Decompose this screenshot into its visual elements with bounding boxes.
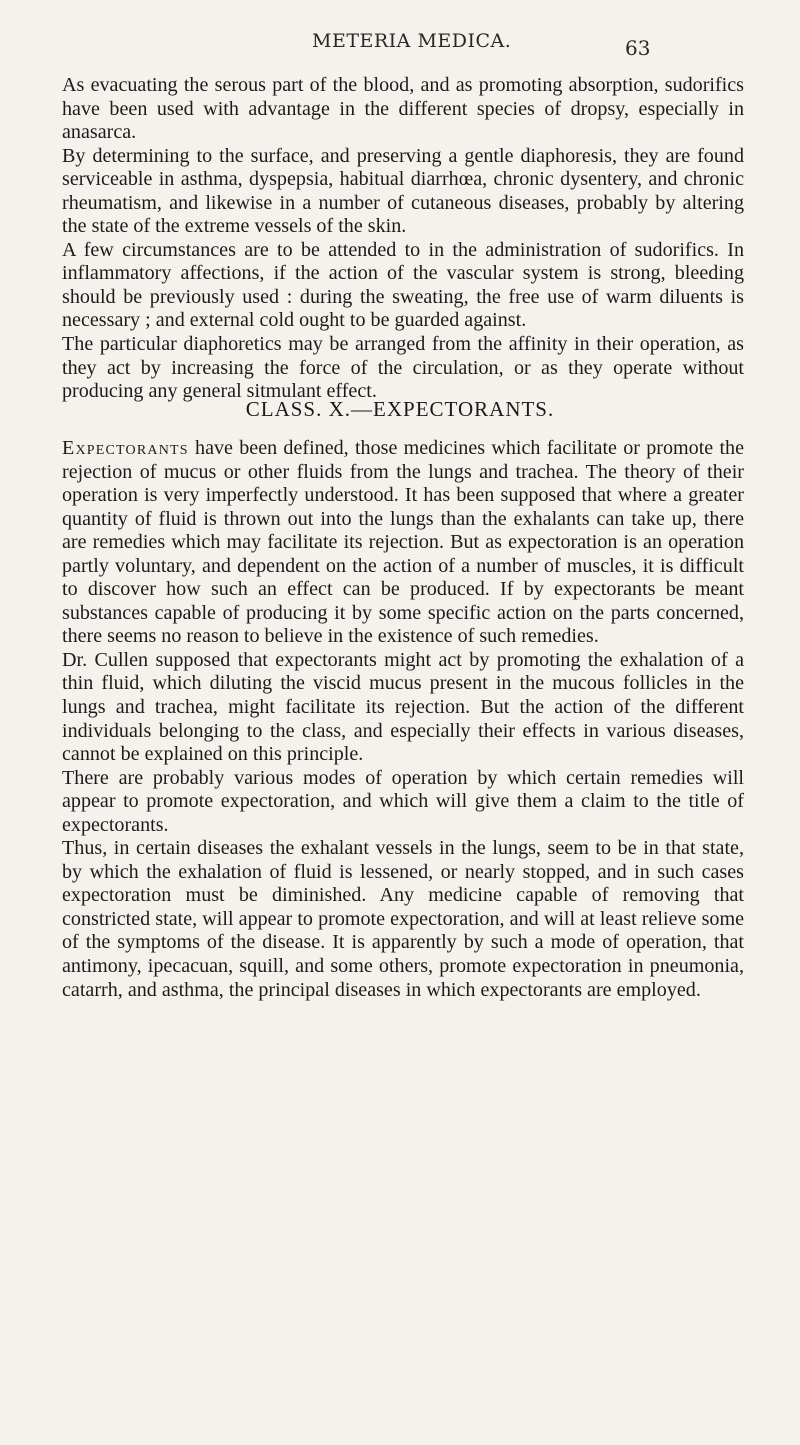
paragraph [62, 437, 744, 649]
running-title: METERIA MEDICA. [312, 30, 512, 52]
paragraph: Dr. Cullen supposed that expectorants might act by promoting the exhalation of a thin fluid, which diluting the viscid mucus present in the mucous follicles in the lungs and trachea, might facilitate its rejection. But the action of the different individuals belonging to the class, and especially their effects in various diseases, cannot be explained on this principle. [62, 648, 744, 766]
paragraph: A few circumstances are to be attended to in the administration of sudorifics. In inflammatory affections, if the action of the vascular system is strong, bleeding should be previously used : during the sweating, the free use of warm diluents is necessary ; and external cold ought to be guarded against. [62, 238, 744, 332]
paragraph: By determining to the surface, and preserving a gentle diaphoresis, they are found serviceable in asthma, dyspepsia, habitual diarrhœa, chronic dysentery, and chronic rheumatism, and likewise in a number of cutaneous diseases, probably by altering the state of the extreme vessels of the skin. [62, 144, 744, 238]
paragraph: The particular diaphoretics may be arranged from the affinity in their operation, as they act by increasing the force of the circulation, or as they operate without producing any general sitmulant effect. [62, 333, 744, 403]
sudorifics-section [62, 74, 744, 404]
lead-word: Expectorants [62, 437, 189, 459]
paragraph-text: have been defined, those medicines which facilitate or promote the rejection of mucus or other fluids from the lungs and trachea. The theory of their operation is very imperfectly understood. It has been supposed that where a greater quantity of fluid is thrown out into the lungs than the exhalants can take up, there are remedies which may facilitate its rejection. But as expectoration is an operation partly voluntary, and dependent on the action of a number of muscles, it is difficult to discover how such an effect can be produced. If by expectorants be meant substances capable of producing it by some specific action on the parts concerned, there seems no reason to believe in the existence of such remedies. [62, 437, 744, 648]
paragraph: There are probably various modes of operation by which certain remedies will appear to promote expectoration, and which will give them a claim to the title of expectorants. [62, 766, 744, 836]
paragraph: As evacuating the serous part of the blood, and as promoting absorption, sudorifics have been used with advantage in the different species of dropsy, especially in anasarca. [62, 74, 744, 144]
page-number: 63 [625, 36, 651, 60]
expectorants-section [62, 437, 744, 1002]
paragraph: Thus, in certain diseases the exhalant vessels in the lungs, seem to be in that state, by which the exhalation of fluid is lessened, or nearly stopped, and in such cases expectoration must be diminished. Any medicine capable of removing that constricted state, will appear to promote expectoration, and will at least relieve some of the symptoms of the disease. It is apparently by such a mode of operation, that antimony, ipecacuan, squill, and some others, promote expectoration in pneumonia, catarrh, and asthma, the principal diseases in which expectorants are employed. [62, 837, 744, 1001]
class-heading: CLASS. X.—EXPECTORANTS. [245, 397, 555, 421]
